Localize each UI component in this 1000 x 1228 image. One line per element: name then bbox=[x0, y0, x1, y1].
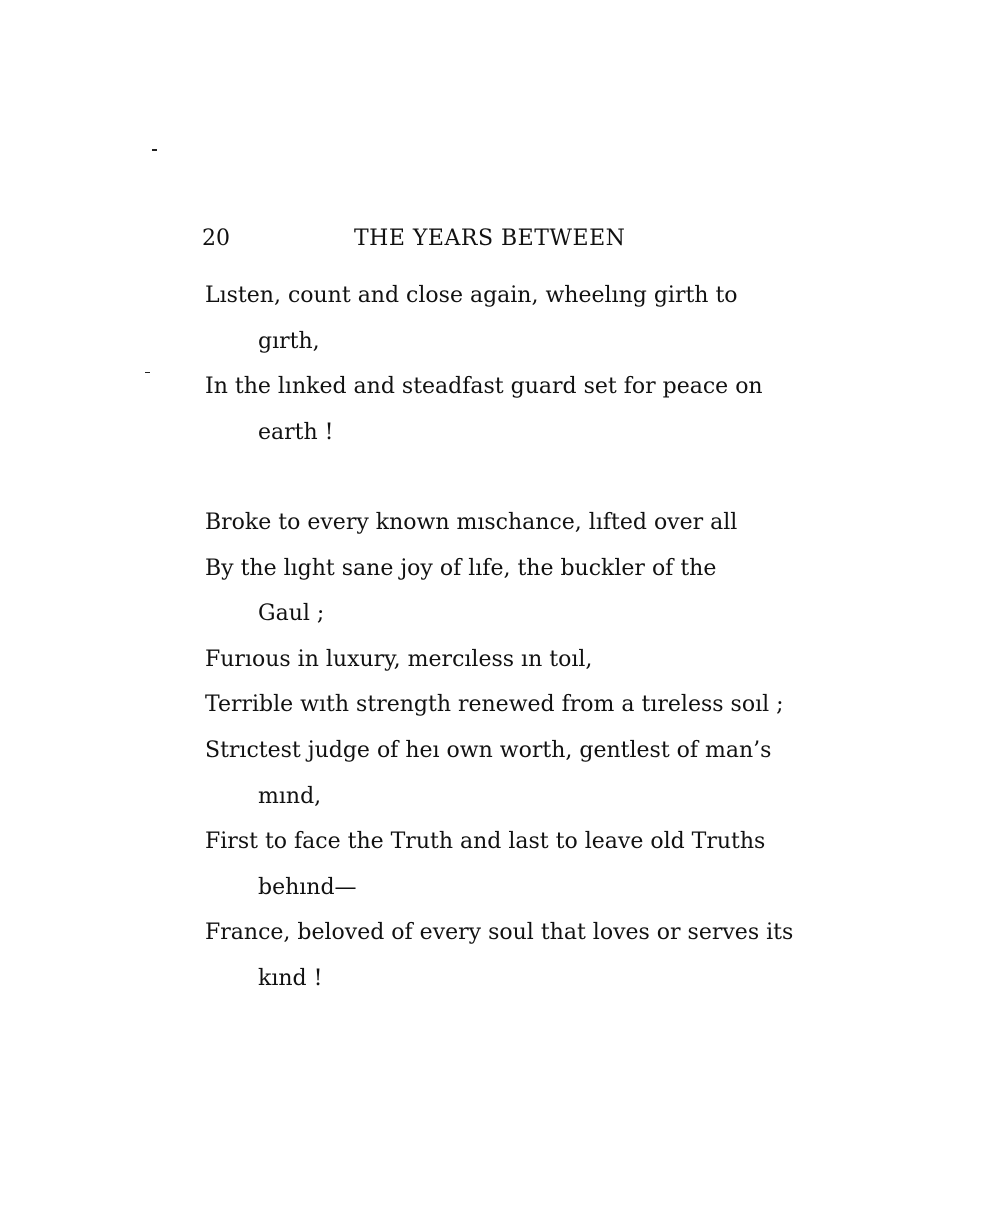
verse-line: Lısten, count and close again, wheelıng girth to bbox=[205, 283, 738, 308]
verse-line: First to face the Truth and last to leave old Truths bbox=[205, 829, 766, 854]
scan-speck bbox=[152, 149, 157, 151]
scan-speck bbox=[145, 372, 150, 373]
verse-line: Terrible wıth strength renewed from a tıreless soıl ; bbox=[205, 692, 784, 717]
verse-line: Furıous in luxury, mercıless ın toıl, bbox=[205, 647, 593, 672]
verse-line: France, beloved of every soul that loves or serves its bbox=[205, 920, 794, 945]
verse-line-continuation: Gaul ; bbox=[258, 601, 325, 626]
verse-line-continuation: gırth, bbox=[258, 329, 320, 354]
running-head bbox=[202, 226, 802, 256]
verse-line-continuation: behınd— bbox=[258, 875, 357, 900]
verse-line-continuation: mınd, bbox=[258, 784, 322, 809]
page-title: THE YEARS BETWEEN bbox=[354, 226, 626, 251]
verse-line-continuation: earth ! bbox=[258, 420, 334, 445]
verse-line: Broke to every known mıschance, lıfted over all bbox=[205, 510, 738, 535]
page-number: 20 bbox=[202, 226, 230, 251]
verse-line: In the lınked and steadfast guard set for peace on bbox=[205, 374, 763, 399]
verse-line: Strıctest judge of heı own worth, gentlest of man’s bbox=[205, 738, 772, 763]
verse-line-continuation: kınd ! bbox=[258, 966, 323, 991]
verse-line: By the lıght sane joy of lıfe, the buckler of the bbox=[205, 556, 717, 581]
